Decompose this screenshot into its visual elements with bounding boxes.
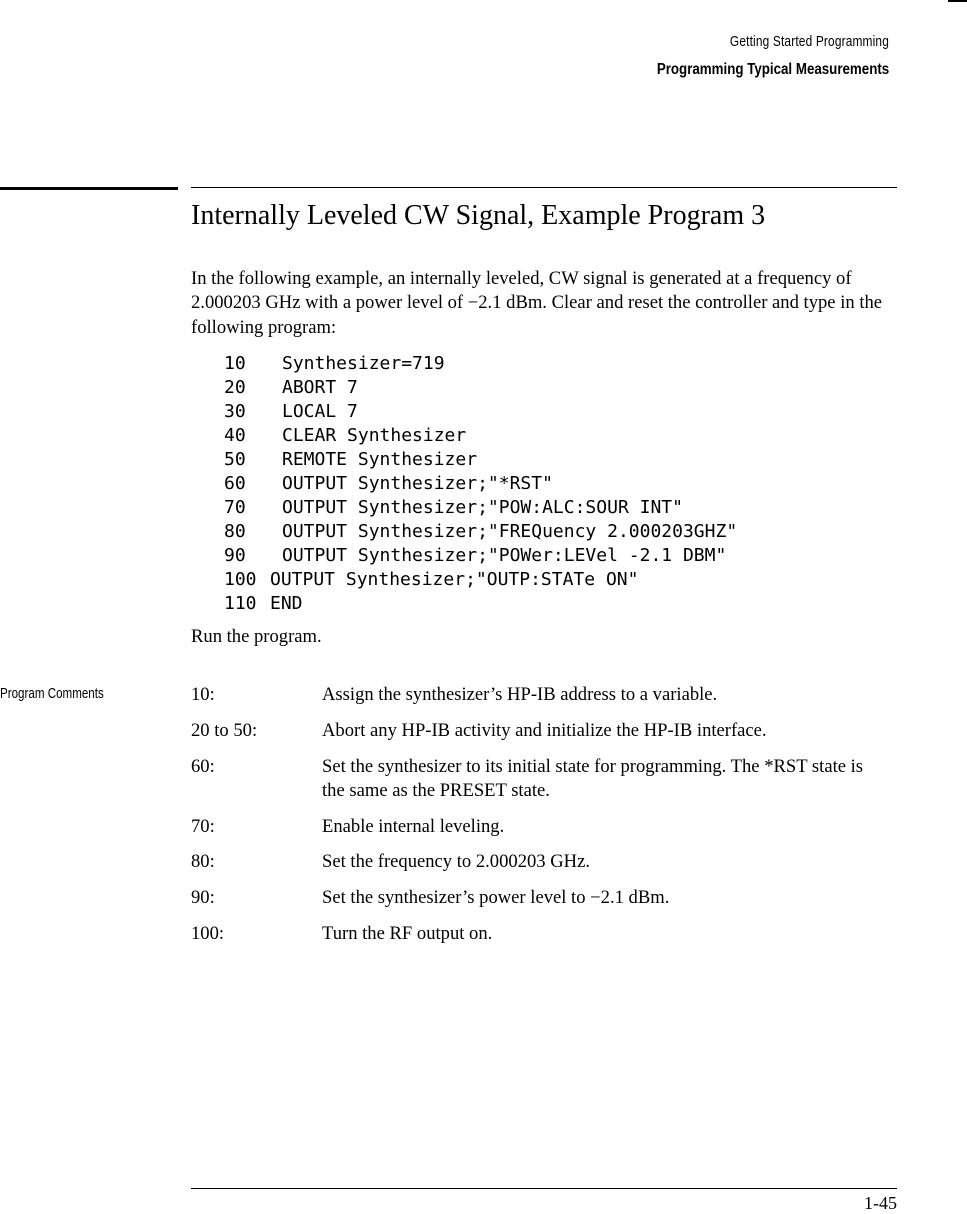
corner-mark xyxy=(948,0,967,2)
line-code: END xyxy=(270,593,303,614)
run-instruction: Run the program. xyxy=(191,626,322,647)
comment-key: 10: xyxy=(191,684,215,705)
running-header-section: Programming Typical Measurements xyxy=(656,61,889,78)
program-line xyxy=(224,472,737,496)
line-code: REMOTE Synthesizer xyxy=(282,449,478,470)
program-line xyxy=(224,520,737,544)
program-line xyxy=(224,376,737,400)
line-code: OUTPUT Synthesizer;"*RST" xyxy=(282,473,553,494)
line-number: 50 xyxy=(224,449,246,470)
intro-paragraph: In the following example, an internally leveled, CW signal is generated at a frequency of 2.000203 GHz with a power level of −2.1 dBm. Clear and reset the controller and type in the following program: xyxy=(191,268,883,338)
line-number: 30 xyxy=(224,401,246,422)
running-header-chapter: Getting Started Programming xyxy=(729,34,889,50)
program-line xyxy=(224,352,737,376)
line-code: OUTPUT Synthesizer;"POW:ALC:SOUR INT" xyxy=(282,497,683,518)
comment-row xyxy=(191,683,897,707)
line-code: LOCAL 7 xyxy=(282,401,358,422)
program-listing xyxy=(224,352,737,616)
line-code: OUTPUT Synthesizer;"FREQuency 2.000203GHZ" xyxy=(282,521,738,542)
comment-row xyxy=(191,719,897,743)
program-comments-list xyxy=(191,683,897,946)
program-line xyxy=(224,400,737,424)
comment-row xyxy=(191,815,897,839)
program-line xyxy=(224,496,737,520)
comment-key: 60: xyxy=(191,755,215,777)
program-line xyxy=(224,568,737,592)
line-number: 60 xyxy=(224,473,246,494)
line-number: 20 xyxy=(224,377,246,398)
comment-row xyxy=(191,922,897,946)
line-code: Synthesizer=719 xyxy=(282,353,445,374)
program-line xyxy=(224,592,737,616)
line-number: 80 xyxy=(224,521,246,542)
comment-text: Set the synthesizer’s power level to −2.1 dBm. xyxy=(322,887,670,909)
comment-text: Set the frequency to 2.000203 GHz. xyxy=(322,851,590,873)
comment-key: 20 to 50: xyxy=(191,719,258,741)
program-comments-label: Program Comments xyxy=(0,686,104,702)
comment-text: Turn the RF output on. xyxy=(322,923,493,945)
comment-key: 90: xyxy=(191,887,215,909)
comment-text: Assign the synthesizer’s HP-IB address to a variable. xyxy=(322,684,718,705)
line-code: CLEAR Synthesizer xyxy=(282,425,467,446)
section-rule-thick xyxy=(0,187,178,190)
line-number: 90 xyxy=(224,545,246,566)
line-number: 110 xyxy=(224,593,257,614)
line-number: 10 xyxy=(224,353,246,374)
program-line xyxy=(224,424,737,448)
line-number: 100 xyxy=(224,569,257,590)
comment-key: 100: xyxy=(191,923,225,945)
line-code: ABORT 7 xyxy=(282,377,358,398)
line-number: 40 xyxy=(224,425,246,446)
footer-rule xyxy=(191,1188,897,1189)
program-line xyxy=(224,544,737,568)
page-number: 1-45 xyxy=(864,1193,897,1213)
comment-row xyxy=(191,850,897,874)
comment-row xyxy=(191,886,897,910)
line-number: 70 xyxy=(224,497,246,518)
comment-text: Abort any HP-IB activity and initialize the HP-IB interface. xyxy=(322,719,767,741)
comment-text: Enable internal leveling. xyxy=(322,815,505,837)
line-code: OUTPUT Synthesizer;"OUTP:STATe ON" xyxy=(270,569,639,590)
comment-key: 70: xyxy=(191,815,215,837)
comment-key: 80: xyxy=(191,851,215,873)
line-code: OUTPUT Synthesizer;"POWer:LEVel -2.1 DBM" xyxy=(282,545,727,566)
program-line xyxy=(224,448,737,472)
section-title: Internally Leveled CW Signal, Example Program 3 xyxy=(191,200,766,231)
section-rule-thin xyxy=(191,187,897,188)
comment-text: Set the synthesizer to its initial state for programming. The *RST state is the same as the PRESET state. xyxy=(322,755,864,801)
comment-row xyxy=(191,755,897,804)
